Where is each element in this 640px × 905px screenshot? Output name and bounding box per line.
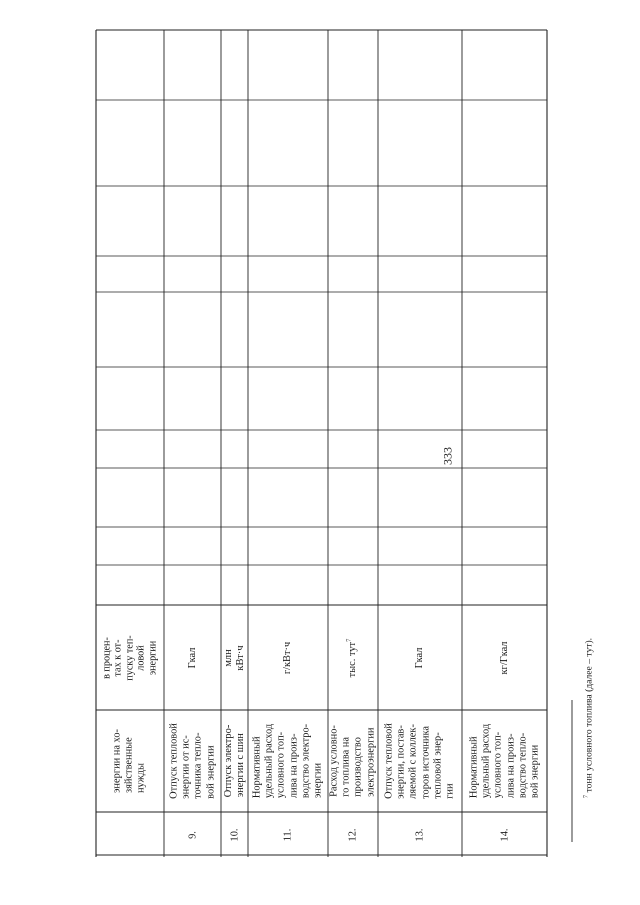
header-name-line: энергии на хо- bbox=[111, 728, 123, 794]
header-unit-line: в процен- bbox=[101, 636, 113, 679]
row-unit-line bbox=[414, 647, 426, 668]
header-unit-line: тах к от- bbox=[112, 638, 124, 677]
row-indicator-name bbox=[383, 723, 456, 799]
row-number: 12. bbox=[347, 828, 359, 841]
header-name-line: нужды bbox=[136, 762, 148, 794]
footnote bbox=[584, 638, 595, 798]
row-indicator-name-line: гии bbox=[444, 783, 456, 799]
row-indicator-name-line: точника тепло- bbox=[192, 732, 204, 799]
row-indicator-name bbox=[168, 723, 217, 799]
row-number: 10. bbox=[229, 828, 240, 841]
row-indicator-name-line: энергии от ис- bbox=[180, 735, 192, 799]
row-indicator-name-line: условного топ- bbox=[492, 731, 504, 799]
row-number: 14. bbox=[499, 828, 510, 841]
row-indicator-name-line: Расход условно- bbox=[328, 725, 340, 797]
row-unit bbox=[187, 647, 199, 668]
row-unit bbox=[499, 641, 511, 674]
row-unit-text: млн bbox=[222, 648, 234, 667]
row-unit-line bbox=[223, 645, 235, 670]
footnote-marker: 7 bbox=[582, 794, 590, 799]
row-unit bbox=[282, 641, 294, 673]
row-unit-text: кВт·ч bbox=[234, 644, 246, 671]
header-name-cell bbox=[112, 729, 149, 793]
row-unit-text: г/кВт·ч bbox=[282, 641, 293, 674]
row-unit-line bbox=[282, 641, 294, 673]
row-indicator-name bbox=[468, 724, 541, 798]
header-unit-line: ловой bbox=[135, 644, 147, 671]
row-indicator-name-line: торов источника bbox=[420, 726, 431, 799]
page-number: 333 bbox=[440, 447, 455, 465]
row-indicator-name-line: энергии, постав- bbox=[395, 725, 407, 799]
row-indicator-name bbox=[329, 725, 378, 797]
row-unit-text: Гкал bbox=[414, 647, 425, 668]
row-unit bbox=[347, 638, 359, 677]
row-indicator-name-line: тепловой энер- bbox=[432, 732, 444, 799]
row-indicator-name-line: удельный расход bbox=[263, 723, 275, 799]
footnote-text: тонн условного топлива (далее – тут). bbox=[583, 637, 595, 793]
row-indicator-name-line: водство тепло- bbox=[516, 732, 528, 799]
row-unit-text: Гкал bbox=[186, 647, 198, 668]
row-indicator-name-line: го топлива на bbox=[340, 737, 352, 797]
row-unit bbox=[223, 645, 247, 670]
row-indicator-name-line: лива на произ- bbox=[504, 733, 516, 799]
row-indicator-name-line: Отпуск тепловой bbox=[383, 723, 395, 799]
row-indicator-name-line: Отпуск электро- bbox=[222, 724, 234, 798]
row-number: 13. bbox=[414, 828, 426, 841]
row-unit-footnote-ref: 7 bbox=[345, 638, 353, 642]
row-unit-line bbox=[187, 647, 199, 668]
header-name-line: зяйственные bbox=[123, 737, 135, 794]
row-indicator-name bbox=[251, 724, 324, 798]
row-indicator-name-line: энергии с шин bbox=[234, 733, 246, 798]
row-indicator-name-line: Нормативный bbox=[467, 736, 479, 799]
row-indicator-name-line: вой энергии bbox=[528, 744, 540, 799]
row-indicator-name-line: Отпуск тепловой bbox=[168, 723, 180, 799]
row-unit-text: тыс. тут bbox=[347, 641, 358, 677]
row-unit-line bbox=[499, 641, 511, 674]
row-indicator-name-line: лива на произ- bbox=[288, 733, 299, 799]
row-unit bbox=[414, 647, 426, 668]
row-indicator-name-line: водство электро- bbox=[300, 723, 312, 799]
row-indicator-name-line: энергии bbox=[312, 762, 324, 799]
row-indicator-name bbox=[222, 725, 246, 798]
row-indicator-name-line: условного топ- bbox=[275, 731, 287, 799]
row-indicator-name-line: удельный расход bbox=[480, 723, 492, 799]
header-unit-line: пуску теп- bbox=[124, 634, 136, 681]
row-indicator-name-line: вой энергии bbox=[204, 745, 216, 799]
header-unit-cell bbox=[101, 635, 158, 680]
row-unit-text: кг/Гкал bbox=[498, 641, 510, 674]
row-unit-line bbox=[235, 645, 247, 670]
row-indicator-name-line: ляемой с коллек- bbox=[407, 724, 419, 799]
row-unit-line bbox=[347, 638, 359, 677]
row-number: 11. bbox=[282, 828, 294, 841]
row-number: 9. bbox=[187, 830, 198, 839]
header-unit-line: энергии bbox=[147, 640, 159, 675]
row-indicator-name-line: Нормативный bbox=[251, 736, 263, 799]
row-indicator-name-line: электроэнергии bbox=[365, 727, 377, 797]
row-indicator-name-line: производство bbox=[353, 737, 364, 797]
